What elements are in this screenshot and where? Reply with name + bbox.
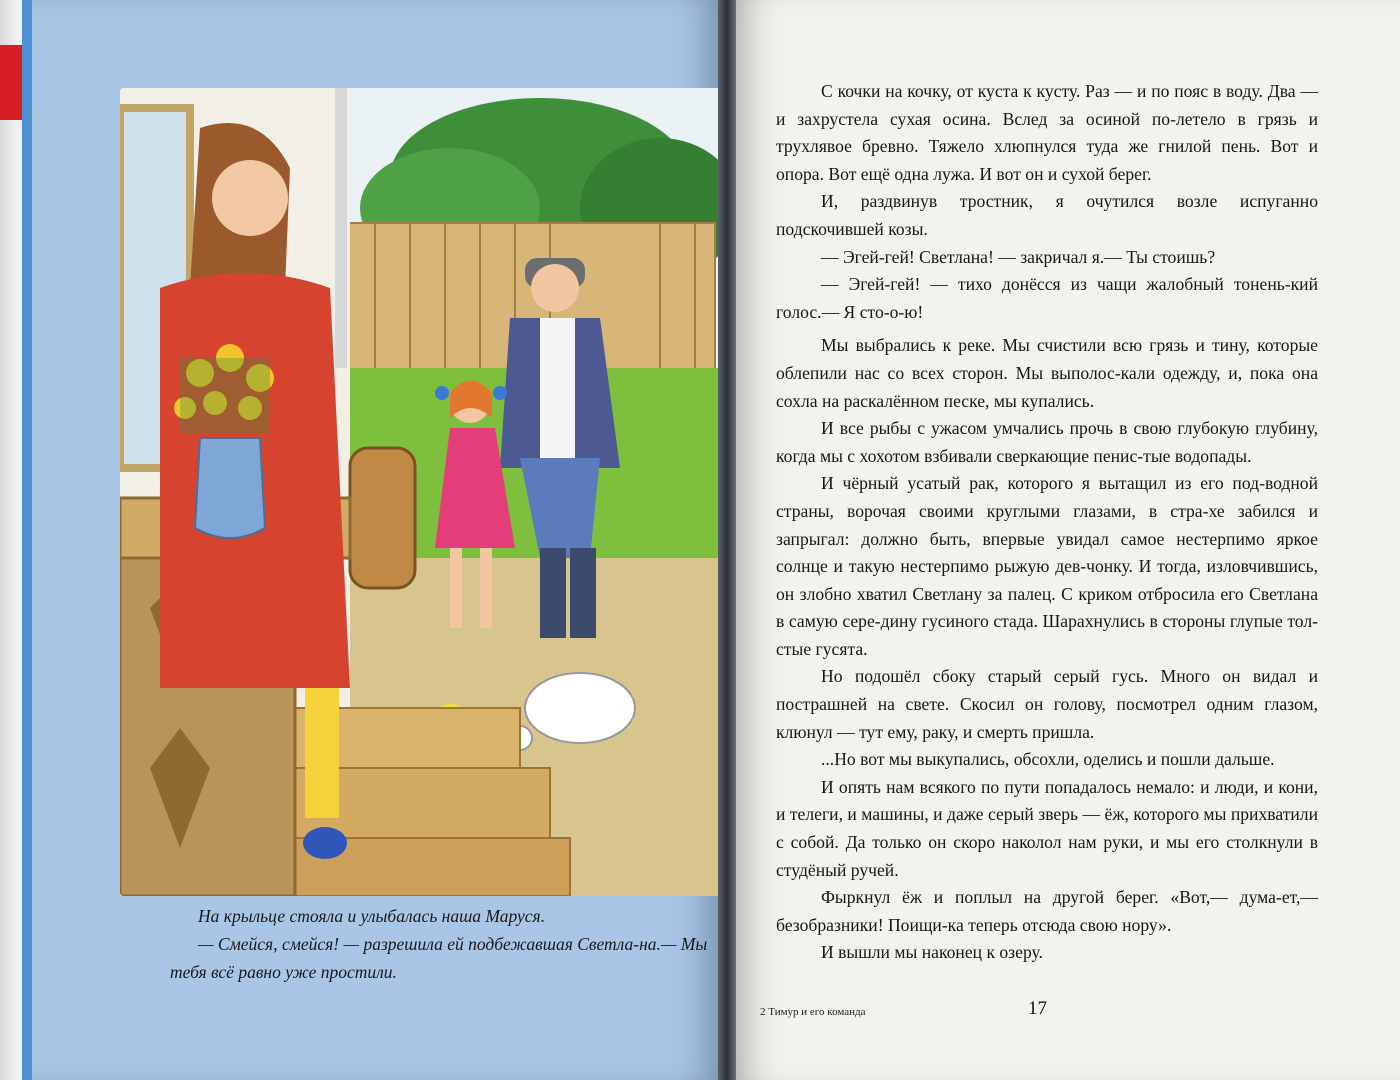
caption-line-2: — Смейся, смейся! — разрешила ей подбежавшая Светла-на.— Мы тебя всё равно уже простили. <box>170 934 708 982</box>
paragraph: И, раздвинув тростник, я очутился возле испуганно подскочившей козы. <box>776 191 1318 239</box>
illustration <box>120 88 720 896</box>
paragraph: Но подошёл сбоку старый серый гусь. Много он видал и пострашней на свете. Скосил он голову, посмотрел одним глазом, клюнул — тут ему, раку, и смерть пришла. <box>776 666 1318 742</box>
paragraph: Фыркнул ёж и поплыл на другой берег. «Вот,— дума-ет,— безобразники! Поищи-ка теперь отсюда свою нору». <box>776 887 1318 935</box>
illustration-caption <box>170 902 735 986</box>
paragraph: Мы выбрались к реке. Мы счистили всю грязь и тину, которые облепили нас со всех сторон. Мы выполос-кали одежду, и, пока она сохла на раскалённом песке, мы купались. <box>776 335 1318 411</box>
story-text <box>776 78 1318 967</box>
right-page <box>736 0 1400 1080</box>
book-gutter <box>718 0 738 1080</box>
paragraph: И все рыбы с ужасом умчались прочь в свою глубокую глубину, когда мы с хохотом взбивали сверкающие пенис-тые водопады. <box>776 418 1318 466</box>
paragraph: ...Но вот мы выкупались, обсохли, оделись и пошли дальше. <box>821 749 1275 770</box>
paragraph: С кочки на кочку, от куста к кусту. Раз — и по пояс в воду. Два — и захрустела сухая осина. Вслед за осиной по-летело в грязь и трухлявое бревно. Тяжело хлюпнулся туда же гнилой пень. Вот и опора. Вот ещё одна лужа. И вот он и сухой берег. <box>776 81 1318 184</box>
left-page <box>32 0 720 1080</box>
cover-blue-stripe <box>22 0 32 1080</box>
printer-signature: 2 Тимур и его команда <box>760 1006 866 1018</box>
family-yard-illustration-icon <box>120 88 720 896</box>
paragraph: И опять нам всякого по пути попадалось немало: и люди, и кони, и телеги, и машины, и даже серый зверь — ёж, которого мы прихватили с собой. Да только он скоро наколол нам руки, и мы его столкнули в студёный ручей. <box>776 776 1318 880</box>
paragraph: — Эгей-гей! — тихо донёсся из чащи жалобный тонень-кий голос.— Я сто-о-ю! <box>776 274 1318 322</box>
paragraph: — Эгей-гей! Светлана! — закричал я.— Ты стоишь? <box>821 246 1216 267</box>
page-number: 17 <box>1028 998 1047 1019</box>
cover-red-mark <box>0 45 22 120</box>
caption-line-1: На крыльце стояла и улыбалась наша Маруся. <box>198 906 546 926</box>
paragraph: И чёрный усатый рак, которого я вытащил из его под-водной страны, ворочая своими круглыми глазами, в стра-хе забился и запрыгал: должно быть, впервые увидал самое нестерпимо яркое солнце и такую нестерпимо рыжую дев-чонку. И тогда, изловчившись, он злобно хватил Светлану за палец. С криком отбросила его Светлана в самую сере-дину гусиного стада. Шарахнулись в стороны глупые тол-стые гусята. <box>776 473 1318 659</box>
paragraph: И вышли мы наконец к озеру. <box>821 942 1043 963</box>
